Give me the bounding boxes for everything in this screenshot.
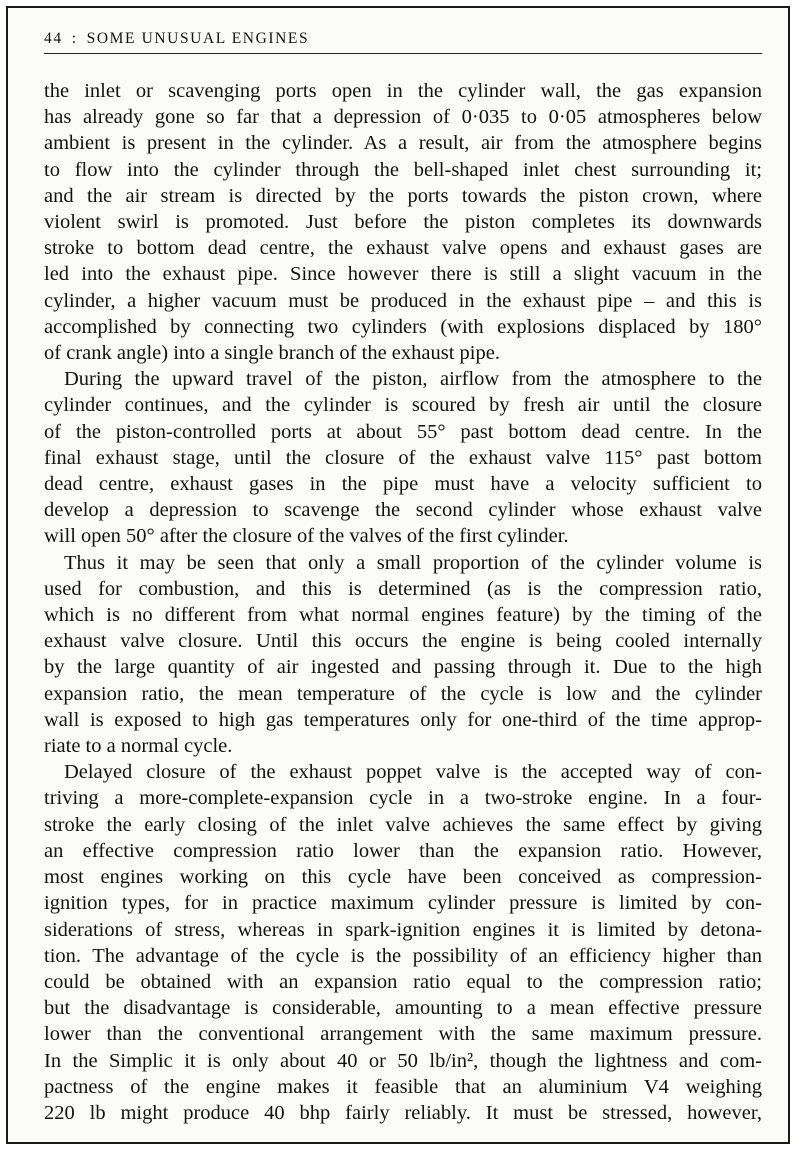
text-line: In the Simplic it is only about 40 or 50 lb/in², though the lightness and com-	[44, 1049, 762, 1072]
text-line: lower than the conventional arrangement with the same maximum pressure.	[44, 1023, 762, 1046]
text-line: Delayed closure of the exhaust poppet valve is the accepted way of con-	[64, 761, 762, 784]
text-line: tion. The advantage of the cycle is the possibility of an efficiency higher than	[44, 944, 762, 967]
page-number: 44	[44, 30, 63, 47]
text-line: stroke the early closing of the inlet valve achieves the same effect by giving	[44, 813, 762, 836]
text-line: ambient is present in the cylinder. As a result, air from the atmosphere begins	[44, 132, 762, 155]
text-line: of the piston-controlled ports at about 55° past bottom dead centre. In the	[44, 420, 762, 443]
text-line: exhaust valve closure. Until this occurs the engine is being cooled internally	[44, 630, 762, 653]
text-line: will open 50° after the closure of the valves of the first cylinder.	[44, 525, 569, 548]
text-line: wall is exposed to high gas temperatures only for one-third of the time approp-	[44, 708, 762, 731]
text-line: During the upward travel of the piston, airflow from the atmosphere to the	[64, 368, 762, 391]
text-line: most engines working on this cycle have been conceived as compression-	[44, 866, 762, 889]
text-line: used for combustion, and this is determined (as is the compression ratio,	[44, 577, 762, 600]
text-line: violent swirl is promoted. Just before the piston completes its downwards	[44, 211, 762, 234]
text-line: dead centre, exhaust gases in the pipe must have a velocity sufficient to	[44, 473, 762, 496]
text-line: triving a more-complete-expansion cycle in a two-stroke engine. In a four-	[44, 787, 762, 810]
text-line: siderations of stress, whereas in spark-ignition engines it is limited by detona-	[44, 918, 762, 941]
paragraph	[44, 78, 762, 366]
paragraph	[44, 550, 762, 760]
body-text	[44, 78, 762, 1126]
text-line: cylinder continues, and the cylinder is scoured by fresh air until the closure	[44, 394, 762, 417]
text-line: stroke to bottom dead centre, the exhaust valve opens and exhaust gases are	[44, 237, 762, 260]
text-line: riate to a normal cycle.	[44, 735, 233, 758]
text-line: the inlet or scavenging ports open in the cylinder wall, the gas expansion	[44, 80, 762, 102]
paragraph	[44, 366, 762, 549]
running-header	[44, 30, 762, 54]
text-line: Thus it may be seen that only a small proportion of the cylinder volume is	[64, 551, 762, 574]
paragraph	[44, 759, 762, 1126]
text-line: has already gone so far that a depression of 0·035 to 0·05 atmospheres below	[44, 106, 762, 129]
text-line: led into the exhaust pipe. Since however there is still a slight vacuum in the	[44, 263, 762, 286]
text-line: cylinder, a higher vacuum must be produced in the exhaust pipe – and this is	[44, 289, 762, 312]
text-line: develop a depression to scavenge the second cylinder whose exhaust valve	[44, 499, 762, 522]
text-line: accomplished by connecting two cylinders (with explosions displaced by 180°	[44, 315, 762, 338]
text-line: 220 lb might produce 40 bhp fairly reliably. It must be stressed, however,	[44, 1101, 762, 1124]
header-separator: :	[71, 30, 78, 47]
text-line: ignition types, for in practice maximum cylinder pressure is limited by con-	[44, 892, 762, 915]
text-line: by the large quantity of air ingested and passing through it. Due to the high	[44, 656, 762, 679]
text-line: could be obtained with an expansion ratio equal to the compression ratio;	[44, 970, 762, 993]
text-line: which is no different from what normal engines feature) by the timing of the	[44, 604, 762, 627]
book-page	[6, 6, 790, 1144]
text-line: expansion ratio, the mean temperature of the cycle is low and the cylinder	[44, 682, 762, 705]
text-line: final exhaust stage, until the closure of the exhaust valve 115° past bottom	[44, 446, 762, 469]
text-line: and the air stream is directed by the ports towards the piston crown, where	[44, 184, 762, 207]
text-line: an effective compression ratio lower than the expansion ratio. However,	[44, 839, 762, 862]
text-line: of crank angle) into a single branch of the exhaust pipe.	[44, 342, 500, 365]
text-line: pactness of the engine makes it feasible that an aluminium V4 weighing	[44, 1075, 762, 1098]
running-title: SOME UNUSUAL ENGINES	[86, 30, 310, 47]
text-line: but the disadvantage is considerable, amounting to a mean effective pressure	[44, 997, 762, 1020]
text-line: to flow into the cylinder through the bell-shaped inlet chest surrounding it;	[44, 158, 762, 181]
